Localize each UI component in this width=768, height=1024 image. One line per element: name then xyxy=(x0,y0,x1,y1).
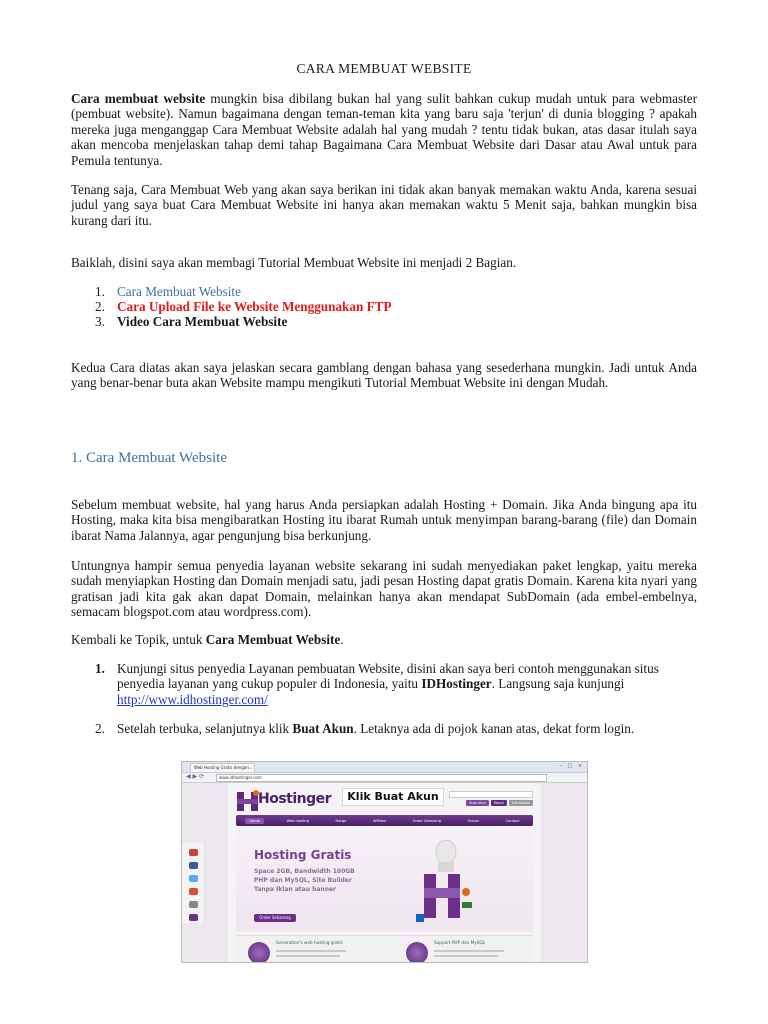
sidebar-icon[interactable] xyxy=(189,888,198,895)
step-num: 2. xyxy=(95,721,105,737)
login-username-input[interactable] xyxy=(449,791,533,798)
paragraph-4 xyxy=(71,360,697,391)
toc-link-upload-ftp[interactable]: Cara Upload File ke Website Menggunakan FTP xyxy=(117,299,392,315)
paragraph-3 xyxy=(71,255,697,270)
text-placeholder xyxy=(434,950,504,952)
embedded-screenshot xyxy=(181,761,588,963)
paragraph-3-text: Baiklah, disini saya akan membagi Tutorial Membuat Website ini menjadi 2 Bagian. xyxy=(71,255,517,270)
step-item xyxy=(71,721,697,736)
login-form xyxy=(449,791,533,806)
paragraph-2 xyxy=(71,182,697,228)
klik-buat-akun-callout: Klik Buat Akun xyxy=(342,788,444,806)
window-controls-icon[interactable]: – □ × xyxy=(559,763,584,769)
hero-line: PHP dan MySQL, Site Builder xyxy=(254,877,352,884)
toc-num: 1. xyxy=(95,284,105,299)
paragraph-7 xyxy=(71,632,697,647)
paragraph-6 xyxy=(71,558,697,620)
menu-web-hosting[interactable]: Web hosting xyxy=(286,818,309,823)
toc-item[interactable] xyxy=(71,299,697,314)
sidebar-icon[interactable] xyxy=(189,849,198,856)
lower-right-heading: Support PHP dan MySQL xyxy=(434,940,486,945)
step-text: Kunjungi situs penyedia Layanan pembuatan Website, disini akan saya beri contoh menggunakan situs penyedia layanan yang cukup populer di Indonesia, yaitu xyxy=(117,661,659,692)
hero-line: Tanpa Iklan atau banner xyxy=(254,886,337,893)
hero-line: Space 2GB, Bandwidth 100GB xyxy=(254,868,355,875)
step-after: . Letaknya ada di pojok kanan atas, dekat form login. xyxy=(353,721,635,737)
hero-title: Hosting Gratis xyxy=(254,848,352,862)
masuk-button[interactable]: Masuk xyxy=(491,800,507,806)
sidebar-icon[interactable] xyxy=(189,914,198,921)
idhostinger-link[interactable]: http://www.idhostinger.com/ xyxy=(117,691,268,707)
browser-address-bar xyxy=(182,773,587,783)
text-placeholder xyxy=(276,955,340,957)
menu-home[interactable]: Home xyxy=(245,818,264,824)
info-kontak-button[interactable]: Info Kontak xyxy=(509,800,533,806)
browser-tab[interactable]: Web Hosting Gratis dengan... xyxy=(190,763,255,772)
menu-forum[interactable]: Forum xyxy=(467,818,479,823)
step-item xyxy=(71,661,697,707)
step-bold: IDHostinger xyxy=(421,676,492,692)
buat-akun-button[interactable]: Buat Akun xyxy=(466,800,488,806)
lower-left-heading: Generation's web hosting gratis xyxy=(276,940,343,945)
paragraph-7-text: Kembali ke Topik, untuk xyxy=(71,632,206,647)
order-sekarang-button[interactable]: Order Sekarang xyxy=(254,914,296,922)
step-text: Setelah terbuka, selanjutnya klik xyxy=(117,721,293,737)
step-num: 1. xyxy=(95,661,105,676)
paragraph-2-text: Tenang saja, Cara Membuat Web yang akan saya berikan ini tidak akan banyak memakan waktu Anda, karena sesuai judul yang saya buat Cara Membuat Website ini hanya akan memakan waktu 5 Menit saja, bahkan mungkin bisa kurang dari itu. xyxy=(71,182,697,228)
browser-tabbar xyxy=(182,762,587,773)
section-1-heading-wrap xyxy=(71,450,697,467)
feature-icon xyxy=(406,942,428,963)
text-placeholder xyxy=(276,950,346,952)
paragraph-7-end: . xyxy=(340,632,344,647)
intro-bold: Cara membuat website xyxy=(71,91,206,106)
sidebar-icon[interactable] xyxy=(189,875,198,882)
menu-affiliasi[interactable]: Affiliasi xyxy=(372,818,386,823)
document-title: CARA MEMBUAT WEBSITE xyxy=(296,61,472,76)
paragraph-6-text: Untungnya hampir semua penyedia layanan website sekarang ini sudah menyediakan paket lengkap, yaitu mereka sudah menyiapkan Hosting dan Domain menjadi satu, jadi pesan Hosting dapat gratis Domain. Karena kita nyari yang gratisan jadi kita gak akan dapat Domain, melainkan hanya akan mendapat SubDomain (ada embel-embelnya, semacam blogspot.com atau wordpress.com). xyxy=(71,558,697,620)
intro-text: mungkin bisa dibilang bukan hal yang sulit bahkan cukup mudah untuk para webmaster (pembuat website). Namun bagaimana dengan teman-teman kita yang baru saja 'terjun' di dunia blogging ? apakah mereka juga menganggap Cara Membuat Website adalah hal yang mudah ? tentu tidak bukan, atas dasar itulah saya akan mencoba menjelaskan tahap demi tahap Bagaimana Cara Membuat Website dari Dasar atau Awal untuk para Pemula tentunya. xyxy=(71,91,697,168)
nav-arrows-icon[interactable]: ◀ ▶ ⟳ xyxy=(186,773,205,780)
sidebar-icon[interactable] xyxy=(189,901,198,908)
table-of-contents xyxy=(71,284,697,330)
browser-sidebar xyxy=(182,843,205,923)
feature-icon xyxy=(248,942,270,963)
section-1-heading: 1. Cara Membuat Website xyxy=(71,450,227,466)
text-placeholder xyxy=(434,955,498,957)
toc-link-video[interactable]: Video Cara Membuat Website xyxy=(117,314,288,330)
sidebar-icon[interactable] xyxy=(189,862,198,869)
site-menu xyxy=(236,815,533,826)
logo-text: Hostinger xyxy=(258,791,332,807)
paragraph-5 xyxy=(71,497,697,543)
paragraph-5-text: Sebelum membuat website, hal yang harus Anda persiapkan adalah Hosting + Domain. Jika Anda bingung apa itu Hosting, maka kita bisa mengibaratkan Hosting itu ibarat Rumah untuk menyimpan barang-barang (file) dan Domain ibarat Nama Jalannya, agar pengunjung bisa berkunjung. xyxy=(71,497,697,543)
step-after: . Langsung saja kunjungi xyxy=(491,676,625,692)
toc-link-cara-membuat[interactable]: Cara Membuat Website xyxy=(117,284,241,299)
url-field[interactable]: www.idhostinger.com xyxy=(216,774,547,782)
toc-item[interactable] xyxy=(71,284,697,299)
menu-harga[interactable]: Harga xyxy=(335,818,347,823)
hero-banner xyxy=(236,830,533,932)
step-bold: Buat Akun xyxy=(292,721,354,737)
hostinger-site xyxy=(228,783,541,962)
menu-contact[interactable]: Contact xyxy=(505,818,520,823)
mascot-icon xyxy=(414,838,474,930)
toc-num: 3. xyxy=(95,314,105,330)
lower-section xyxy=(236,935,533,962)
menu-order[interactable]: Order Sekarang xyxy=(412,818,441,823)
toc-item[interactable] xyxy=(71,314,697,329)
paragraph-4-text: Kedua Cara diatas akan saya jelaskan secara gamblang dengan bahasa yang sesederhana mungkin. Jadi untuk Anda yang benar-benar buta akan Website mampu mengikuti Tutorial Membuat Website ini dengan Mudah. xyxy=(71,360,697,391)
steps-list xyxy=(71,661,697,737)
paragraph-7-bold: Cara Membuat Website xyxy=(205,632,341,647)
intro-paragraph xyxy=(71,91,697,168)
toc-num: 2. xyxy=(95,299,105,315)
